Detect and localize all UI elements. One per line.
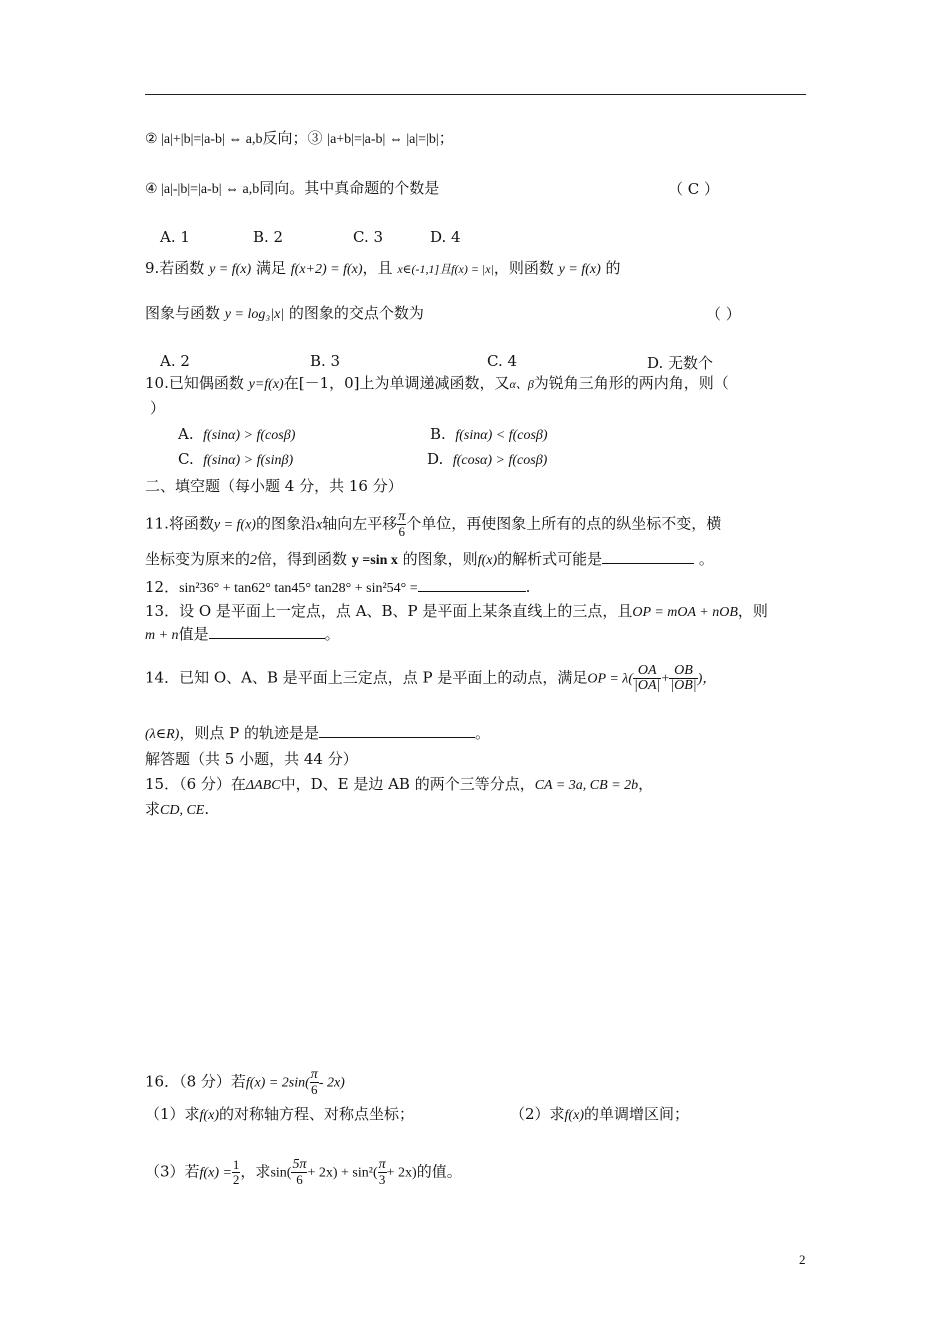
q13-line2: m + n值是 。 <box>145 625 340 643</box>
q16-part1: （1）求f(x)的对称轴方程、对称点坐标； <box>145 1105 414 1123</box>
q10-option-a: A. f(sinα) > f(cosβ) <box>178 425 296 443</box>
q14-line1: 14．已知 O、A、B 是平面上三定点，点 P 是平面上的动点，满足OP = λ( $\frac{OA}{|OA|}$ + $\frac{OB}{|OB|}$ )， <box>145 663 717 693</box>
q8-option-d: D. 4 <box>430 228 461 246</box>
q8-line1: ② |a|+|b|=|a-b| ⇔ a,b反向；③ |a+b|=|a-b| ⇔ |a|=|b|； <box>145 129 454 147</box>
q14-fraction-oa: $\frac{OA}{|OA|}$ <box>634 663 661 693</box>
q14-fraction-ob: $\frac{OB}{|OB|}$ <box>670 663 697 693</box>
q9-answer-paren: （ ） <box>706 305 741 323</box>
q9-line1: 9.若函数 y = f(x) 满足 f(x+2) = f(x)，且 x∈(-1,1]且f(x) = |x|，则函数 y = f(x) 的 <box>145 259 621 277</box>
section-fill-in-heading: 二、填空题（每小题 4 分，共 16 分） <box>145 477 403 495</box>
q10-option-b: B. f(sinα) < f(cosβ) <box>430 425 548 443</box>
q13-line1: 13．设 O 是平面上一定点，点 A、B、P 是平面上某条直线上的三点，且OP = mOA + nOB，则 <box>145 602 768 620</box>
q8-option-a: A. 1 <box>160 228 190 246</box>
q16-fraction-half: $\frac{1}{2}$ <box>232 1157 240 1187</box>
q16-line1: 16．（8 分）若f(x) = 2sin( $\frac{\pi}{6}$ - 2x) <box>145 1067 345 1097</box>
q16-part3: （3）若f(x) = $\frac{1}{2}$ ，求sin( $\frac{5\pi}{6}$ + 2x) + sin²( $\frac{\pi}{3}$ + 2x)的值。 <box>145 1157 462 1187</box>
q13-answer-blank[interactable] <box>209 624 325 639</box>
q15-line2: 求CD, CE. <box>145 800 210 818</box>
q9-option-b: B. 3 <box>310 352 341 370</box>
q16-fraction: $\frac{\pi}{6}$ <box>310 1067 318 1097</box>
q11-answer-blank[interactable] <box>602 549 694 564</box>
q8-answer: （ C ） <box>668 180 720 198</box>
q10-option-d: D. f(cosα) > f(cosβ) <box>427 450 548 468</box>
q10-option-c: C. f(sinα) > f(sinβ) <box>178 450 294 468</box>
header-rule <box>145 94 806 95</box>
q11-line2: 坐标变为原来的2倍，得到函数 y =sin x 的图象，则f(x)的解析式可能是 。 <box>145 550 714 568</box>
q12-answer-blank[interactable] <box>418 577 526 592</box>
q16-fraction-pi3: $\frac{\pi}{3}$ <box>378 1157 386 1187</box>
q8-line2: ④ |a|-|b|=|a-b| ⇔ a,b同向。其中真命题的个数是 <box>145 179 440 197</box>
q8-option-b: B. 2 <box>253 228 284 246</box>
q11-fraction: $\frac{\pi}{6}$ <box>398 509 406 539</box>
q16-part2: （2）求f(x)的单调增区间； <box>510 1105 689 1123</box>
q9-option-d: D. 无数个 <box>647 354 714 372</box>
q9-option-c: C. 4 <box>487 352 518 370</box>
q14-answer-blank[interactable] <box>319 723 475 738</box>
q14-line2: (λ∈R)，则点 P 的轨迹是是 。 <box>145 724 490 742</box>
section-answer-heading: 解答题（共 5 小题，共 44 分） <box>145 750 358 768</box>
q12-line: 12．sin²36° + tan62° tan45° tan28° + sin²54° = . <box>145 578 531 596</box>
q11-line1: 11.将函数y = f(x)的图象沿x轴向左平移 $\frac{\pi}{6}$ 个单位，再使图象上所有的点的纵坐标不变，横 <box>145 509 722 539</box>
q15-line1: 15．（6 分）在ΔABC中，D、E 是边 AB 的两个三等分点，CA = 3a, CB = 2b， <box>145 775 654 793</box>
page-number: 2 <box>799 1252 806 1267</box>
q9-option-a: A. 2 <box>160 352 190 370</box>
q9-line2: 图象与函数 y = log₃|x| 的图象的交点个数为 <box>145 304 424 322</box>
q16-fraction-5pi6: $\frac{5\pi}{6}$ <box>292 1157 307 1187</box>
q10-line1: 10.已知偶函数 y=f(x)在[－1，0]上为单调递减函数，又α、β为锐角三角形的两内角，则（ <box>145 374 729 392</box>
q8-option-c: C. 3 <box>353 228 384 246</box>
q10-line2: ） <box>150 399 166 417</box>
